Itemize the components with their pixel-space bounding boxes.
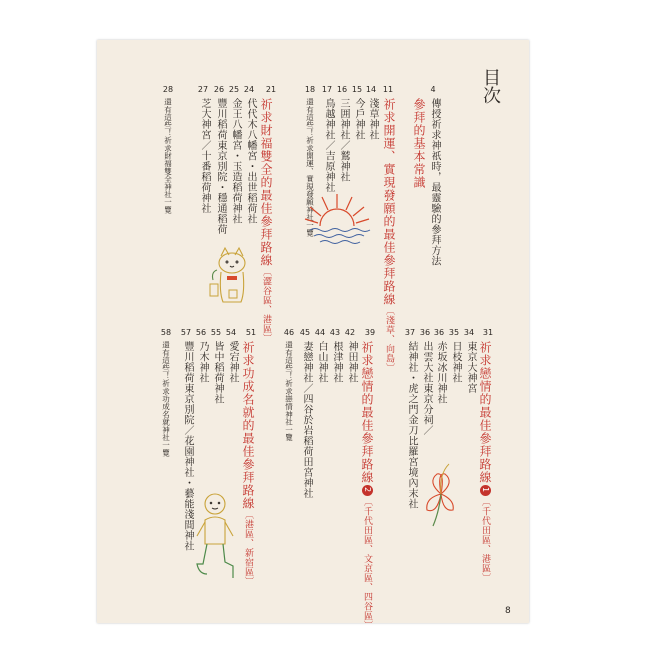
toc-entry: 淺草神社 — [367, 98, 378, 140]
page-ref: 54 — [225, 328, 237, 337]
toc-entry: 赤坂冰川神社 — [435, 341, 446, 404]
page-ref: 56 — [195, 328, 207, 337]
clover-flower-illustration — [417, 460, 467, 530]
page-ref: 18 — [304, 85, 316, 94]
section-heading: 祈求開運、實現發願的最佳參拜路線〔淺草、向島〕 — [382, 98, 396, 373]
toc-entry: 出雲大社東京分祠／ — [421, 341, 432, 436]
toc-entry: 皆中稻荷神社 — [212, 341, 223, 404]
section-heading: 祈求戀情的最佳參拜路線2〔千代田區、文京區、四谷區〕 — [360, 341, 374, 630]
toc-entry: 芝大神宮／十番稻荷神社 — [199, 98, 210, 214]
section-heading: 祈求功成名就的最佳參拜路線〔港區、新宿區〕 — [241, 341, 255, 586]
page-ref: 15 — [351, 85, 363, 94]
toc-entry: 還有這些！祈求財福雙全神社一覽 — [163, 98, 173, 214]
page-ref: 31 — [482, 328, 494, 337]
page-number: 8 — [505, 606, 511, 616]
toc-entry: 結神社・虎之門金刀比羅宮境內末社 — [406, 341, 417, 509]
toc-entry: 妻戀神社／四谷於岩稻荷田宮神社 — [301, 341, 312, 499]
toc-entry: 神田神社 — [346, 341, 357, 383]
route-number-badge: 1 — [480, 485, 491, 496]
toc-entry: 傳授祈求神祇時，最靈驗的參拜方法 — [429, 98, 440, 266]
toc-entry: 金王八幡宮・玉造稻荷神社 — [230, 98, 241, 224]
page-ref: 43 — [329, 328, 341, 337]
page-ref: 35 — [448, 328, 460, 337]
book-page — [97, 40, 529, 630]
page-ref: 25 — [228, 85, 240, 94]
toc-entry: 愛宕神社 — [227, 341, 238, 383]
page-ref: 37 — [404, 328, 416, 337]
section-heading: 祈求戀情的最佳參拜路線1〔千代田區、港區〕 — [478, 341, 492, 583]
toc-entry: 三囲神社／鷲神社 — [338, 98, 349, 182]
toc-entry: 白山神社 — [316, 341, 327, 383]
page-ref: 28 — [162, 85, 174, 94]
sunrise-wave-illustration — [302, 188, 372, 248]
section-heading: 參拜的基本常識 — [412, 98, 426, 189]
route-number-badge: 2 — [362, 485, 373, 496]
page-ref: 14 — [365, 85, 377, 94]
page-ref: 26 — [213, 85, 225, 94]
page-ref: 36 — [433, 328, 445, 337]
toc-entry: 還有這些！祈求戀情神社一覽 — [284, 341, 294, 442]
page-ref: 39 — [364, 328, 376, 337]
toc-entry: 豐川稻荷東京別院／花園神社・藝能淺間神社 — [182, 341, 193, 551]
page-ref: 24 — [243, 85, 255, 94]
toc-entry: 代代木八幡宮・出世稻荷社 — [245, 98, 256, 224]
page-ref: 42 — [344, 328, 356, 337]
toc-entry: 今戶神社 — [353, 98, 364, 140]
toc-entry: 乃木神社 — [197, 341, 208, 383]
toc-entry: 還有這些！祈求開運、實現發願神社一覽 — [305, 98, 315, 237]
toc-entry: 還有這些！祈求功成名就神社一覽 — [161, 341, 171, 457]
page-ref: 4 — [430, 85, 436, 94]
page-ref: 11 — [382, 85, 394, 94]
page-ref: 16 — [336, 85, 348, 94]
toc-entry: 根津神社 — [331, 341, 342, 383]
walking-man-illustration — [191, 490, 241, 590]
page-ref: 36 — [419, 328, 431, 337]
page-ref: 57 — [180, 328, 192, 337]
page-ref: 58 — [160, 328, 172, 337]
page-ref: 34 — [463, 328, 475, 337]
page-ref: 55 — [210, 328, 222, 337]
toc-title: 目次 — [480, 68, 501, 104]
toc-entry: 豐川稻荷東京別院・穩通稻荷 — [215, 98, 226, 235]
toc-entry: 鳥越神社／吉原神社 — [323, 98, 334, 193]
page-ref: 46 — [283, 328, 295, 337]
toc-entry: 日枝神社 — [450, 341, 461, 383]
page-ref: 21 — [265, 85, 277, 94]
page-ref: 27 — [197, 85, 209, 94]
page-ref: 45 — [299, 328, 311, 337]
page-ref: 44 — [314, 328, 326, 337]
page-ref: 17 — [321, 85, 333, 94]
lucky-cat-illustration — [207, 246, 257, 308]
section-heading: 祈求財福雙全的最佳參拜路線〔澀谷區、港區〕 — [259, 98, 273, 343]
page-ref: 51 — [245, 328, 257, 337]
toc-entry: 東京大神宮 — [465, 341, 476, 394]
